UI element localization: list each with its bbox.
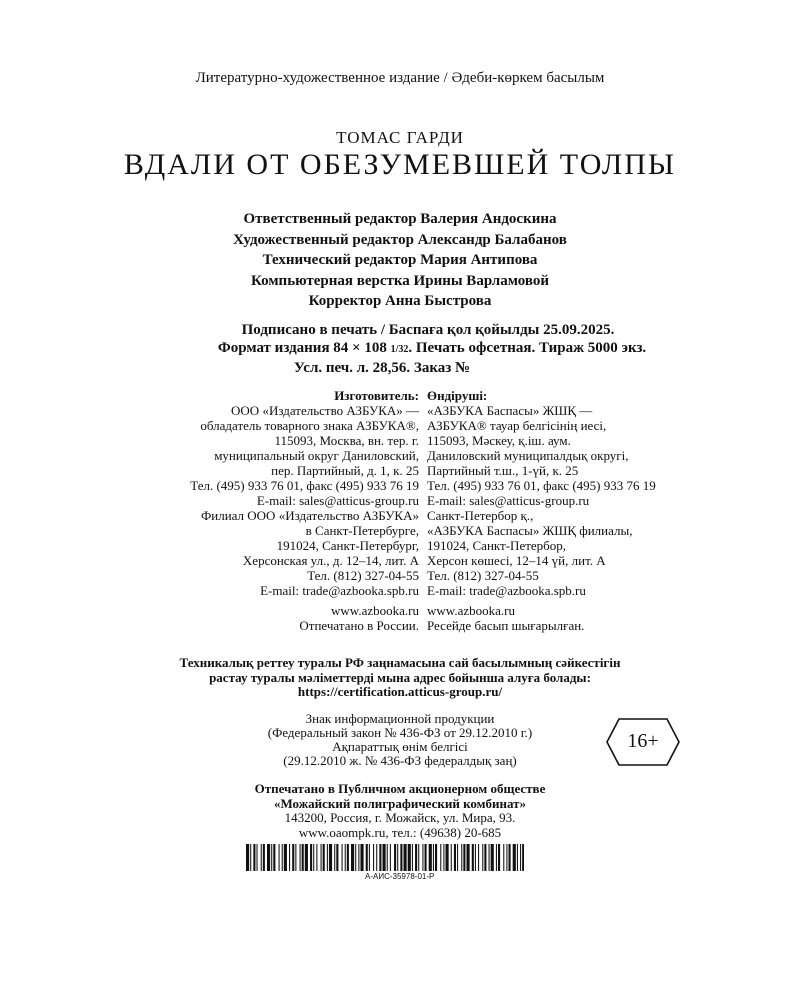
barcode-bar [422,844,423,871]
address-line: Партийный т.ш., 1-үй, к. 25 [427,463,579,478]
barcode-bar [415,844,417,871]
credit-line: Художественный редактор Александр Балабанов [233,231,567,248]
address-line: «АЗБУКА Баспасы» ЖШҚ — [427,403,593,418]
barcode-bar [334,844,335,871]
barcode-bar [394,844,396,871]
barcode-bar [467,844,470,871]
barcode-bar [451,844,452,871]
manufacturer-ru [190,388,419,633]
barcode-bar [347,844,349,871]
print-format-line: Формат издания 84 × 108 1/32. Печать офсетная. Тираж 5000 экз. [217,340,647,356]
printed-in: Отпечатано в России. [299,618,419,633]
barcode-bar [482,844,483,871]
barcode-bar [435,844,437,871]
barcode-bar [305,844,308,871]
email-line: E-mail: sales@atticus-group.ru [256,493,419,508]
barcode-bar [489,844,490,871]
barcode-bar [336,844,338,871]
barcode-bar [373,844,374,871]
edition-type: Литературно-художественное издание / Әдеби-көркем басылым [195,70,605,86]
barcode-bar [440,844,441,871]
branch-line: Тел. (812) 327-04-55 [307,568,419,583]
barcode-bar [433,844,434,871]
barcode-bar [246,844,249,871]
barcode-bar [443,844,444,871]
branch-line: 191024, Санкт-Петербор, [427,538,567,553]
printer-info [0,782,800,840]
barcode-bar [253,844,255,871]
certification-url: https://certification.atticus-group.ru/ [297,684,503,699]
barcode-bar [342,844,343,871]
book-title: ВДАЛИ ОТ ОБЕЗУМЕВШЕЙ ТОЛПЫ [123,148,677,181]
barcode-bar [400,844,402,871]
barcode-bar [475,844,476,871]
manufacturer-heading: Өндіруші: [427,388,488,403]
barcode-bar [425,844,427,871]
barcode-bar [404,844,407,871]
age-rating-badge [605,717,681,767]
tech-line: Техникалық реттеу туралы РФ заңнамасына сай басылымның сәйкестігін [179,655,621,670]
barcode-bar [506,844,507,871]
barcode-bar [300,844,301,871]
tech-line: растау туралы мәліметтерді мына адрес бойынша алуға болады: [209,669,591,685]
address-line: Даниловский муниципалдық округі, [427,448,629,463]
info-sign-line: Ақпараттық өнім белгісі [332,739,468,754]
printer-line: 143200, Россия, г. Можайск, ул. Мира, 93. [284,810,516,825]
barcode-bar [366,844,368,871]
credit-line: Компьютерная верстка Ирины Варламовой [250,272,549,289]
barcode-bar [522,844,524,871]
print-signed-line: Подписано в печать / Баспаға қол қойылды 25.09.2025. [241,322,615,338]
branch-line: «АЗБУКА Баспасы» ЖШҚ филиалы, [427,523,633,538]
website: www.azbooka.ru [331,603,419,618]
barcode-bar [257,844,258,871]
credit-line: Ответственный редактор Валерия Андоскина [243,211,557,227]
email-line: E-mail: sales@atticus-group.ru [427,493,590,508]
barcode-bar [397,844,398,871]
info-sign-text [200,712,600,768]
barcode-bar [513,844,516,871]
info-sign-block [200,711,659,772]
printed-in: Ресейде басып шығарылған. [427,618,585,633]
tech-regulation [0,656,800,700]
barcode-bar [383,844,386,871]
barcode-bar [498,844,500,871]
branch-line: Херсон көшесі, 12–14 үй, лит. А [427,553,606,568]
barcode-bar [520,844,521,871]
barcode-bar [310,844,312,871]
barcode-bar [418,844,419,871]
barcode-bar [358,844,359,871]
branch-line: E-mail: trade@azbooka.spb.ru [427,583,586,598]
address-line: пер. Партийный, д. 1, к. 25 [271,463,419,478]
barcode-bar [282,844,283,871]
branch-line: Херсонская ул., д. 12–14, лит. А [242,553,419,568]
barcode-bar [345,844,346,871]
barcode-bar [267,844,270,871]
address-line: 115093, Мәскеу, қ.іш. аум. [427,433,571,448]
barcode-bar [271,844,272,871]
barcode-bar [323,844,325,871]
credit-line: Технический редактор Мария Антипова [262,252,538,268]
print-info [0,321,800,377]
barcode-bar [387,844,388,871]
barcode-bar [454,844,456,871]
printer-line: www.oaompk.ru, тел.: (49638) 20-685 [298,824,502,840]
barcode-bar [289,844,290,871]
barcode-bar [517,844,518,871]
manufacturer-heading: Изготовитель: [334,388,419,403]
barcode-bar [261,844,262,871]
barcode-bar [496,844,497,871]
barcode-bar [279,844,280,871]
barcode-bar [351,844,354,871]
barcode-bar [360,844,363,871]
barcode-bar [369,844,370,871]
barcode-bar [263,844,265,871]
barcode-bar [509,844,511,871]
print-order-line: Усл. печ. л. 28,56. Заказ № [293,360,471,376]
barcode-bar [376,844,377,871]
website: www.azbooka.ru [427,603,515,618]
barcode-bar [408,844,411,871]
info-sign-line: (Федеральный закон № 436-ФЗ от 29.12.2010 г.) [267,725,533,740]
barcode-bar [321,844,322,871]
barcode-bar [457,844,458,871]
format-fraction: 1/32 [390,344,409,355]
barcode-bar [446,844,449,871]
barcode-bar [412,844,413,871]
branch-line: Филиал ООО «Издательство АЗБУКА» [200,508,419,523]
barcode [246,844,524,874]
barcode-text: A-AИС-35978-01-Р [365,872,435,881]
branch-line: 191024, Санкт-Петербург, [276,538,419,553]
barcode-bar [484,844,486,871]
manufacturer-kz [427,388,656,633]
branch-line: Санкт-Петербор қ., [427,508,534,523]
info-sign-line: (29.12.2010 ж. № 436-ФЗ федералдық заң) [283,753,517,768]
barcode-bar [250,844,251,871]
barcode-bar [478,844,479,871]
barcode-bar [355,844,356,871]
phone-line: Тел. (495) 933 76 01, факс (495) 933 76 19 [190,478,419,493]
barcode-bar [273,844,275,871]
barcode-bar [379,844,381,871]
barcode-bar [329,844,332,871]
branch-line: в Санкт-Петербурге, [305,523,419,538]
age-rating: 16+ [627,730,659,752]
barcode-bar [472,844,474,871]
barcode-bar [313,844,314,871]
editorial-credits [0,209,800,312]
barcode-bar [491,844,494,871]
barcode-bar [461,844,462,871]
branch-line: Тел. (812) 327-04-55 [427,568,539,583]
credit-line: Корректор Анна Быстрова [308,293,492,309]
address-line: обладатель товарного знака АЗБУКА®, [200,418,419,433]
address-line: 115093, Москва, вн. тер. г. [274,433,419,448]
barcode-bar [316,844,317,871]
address-line: муниципальный округ Даниловский, [214,448,419,463]
barcode-bar [295,844,296,871]
barcode-bar [503,844,504,871]
branch-line: E-mail: trade@azbooka.spb.ru [260,583,419,598]
barcode-bar [390,844,391,871]
barcode-bar [463,844,465,871]
printer-line: Отпечатано в Публичном акционерном обществе [254,781,546,796]
barcode-bar [302,844,304,871]
phone-line: Тел. (495) 933 76 01, факс (495) 933 76 19 [427,478,656,493]
barcode-bar [284,844,287,871]
printer-line: «Можайский полиграфический комбинат» [273,795,527,811]
address-line: ООО «Издательство АЗБУКА» — [231,403,419,418]
author-name: ТОМАС ГАРДИ [336,128,464,147]
barcode-bar [292,844,294,871]
address-line: АЗБУКА® тауар белгісінің иесі, [427,418,607,433]
barcode-bar [327,844,328,871]
info-sign-line: Знак информационной продукции [305,711,495,726]
barcode-bar [429,844,432,871]
